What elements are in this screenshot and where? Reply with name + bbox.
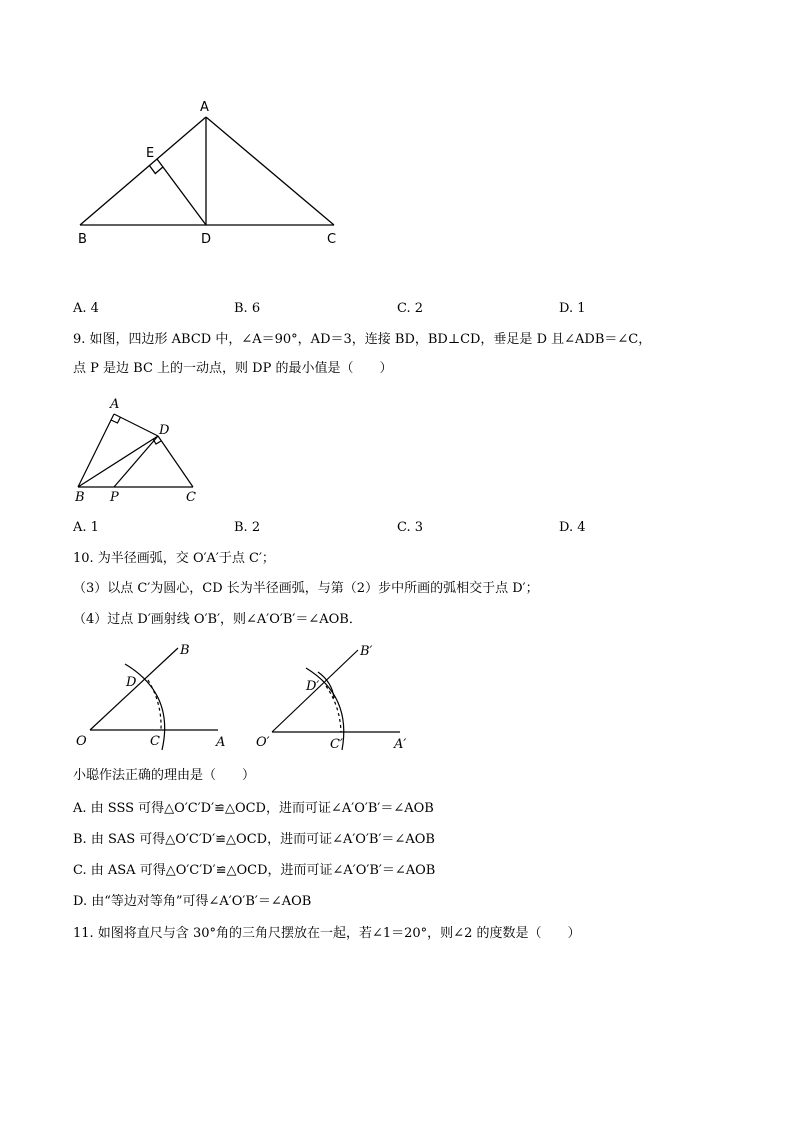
right-angle-mark-e: [149, 166, 163, 174]
segment-ab: [80, 117, 206, 225]
label-c: C: [327, 232, 337, 247]
figure-q9: [70, 394, 210, 506]
label-c: C: [150, 734, 160, 749]
option-c[interactable]: C. 2: [397, 301, 424, 316]
option-b[interactable]: B. 由 SAS 可得△O′C′D′≌△OCD，进而可证∠A′O′B′＝∠AOB: [73, 832, 435, 847]
label-b: B: [78, 232, 87, 247]
figure-q10-right: [250, 638, 420, 754]
question-9-line-2: 点 P 是边 BC 上的一动点，则 DP 的最小值是（ ）: [73, 361, 393, 376]
label-d-prime: D′: [306, 679, 320, 694]
label-d: D: [201, 232, 212, 247]
segment-ed: [157, 159, 206, 225]
label-c-prime: C′: [330, 737, 343, 752]
option-b[interactable]: B. 2: [234, 520, 261, 535]
question-10-line-3: （4）过点 D′画射线 O′B′，则∠A′O′B′＝∠AOB．: [73, 612, 362, 627]
question-10-line-2: （3）以点 C′为圆心，CD 长为半径画弧，与第（2）步中所画的弧相交于点 D′；: [73, 581, 539, 596]
figure-q10-left: [70, 638, 240, 754]
label-d: D: [126, 675, 137, 690]
label-a: A: [110, 397, 120, 412]
label-b-prime: B′: [360, 644, 373, 659]
label-b: B: [180, 643, 190, 658]
label-o-prime: O′: [256, 735, 270, 750]
option-d[interactable]: D. 由“等边对等角”可得∠A′O′B′＝∠AOB: [73, 894, 312, 909]
option-a[interactable]: A. 1: [73, 520, 99, 535]
label-e: E: [146, 146, 155, 161]
option-a[interactable]: A. 由 SSS 可得△O′C′D′≌△OCD，进而可证∠A′O′B′＝∠AOB: [73, 801, 434, 816]
label-c: C: [186, 490, 196, 505]
question-11-line-1: 11. 如图将直尺与含 30°角的三角尺摆放在一起，若∠1＝20°，则∠2 的度数是（ ）: [73, 926, 581, 941]
segment-cd-dashed: [148, 680, 161, 730]
option-c[interactable]: C. 由 ASA 可得△O′C′D′≌△OCD，进而可证∠A′O′B′＝∠AOB: [73, 863, 436, 878]
option-a[interactable]: A. 4: [73, 301, 99, 316]
figure-q8: [60, 95, 360, 255]
label-b: B: [75, 490, 85, 505]
question-10-prompt: 小聪作法正确的理由是（ ）: [73, 768, 256, 783]
segment-ac: [206, 117, 334, 225]
option-d[interactable]: D. 4: [559, 520, 586, 535]
question-10-line-1: 10. 为半径画弧，交 O′A′于点 C′；: [73, 551, 275, 566]
segment-dc: [158, 436, 193, 487]
option-c[interactable]: C. 3: [397, 520, 424, 535]
question-9-line-1: 9. 如图，四边形 ABCD 中，∠A＝90°，AD＝3，连接 BD，BD⊥CD，垂足是 D 且∠ADB＝∠C，: [73, 332, 652, 347]
label-o: O: [76, 734, 87, 749]
segment-pd: [114, 436, 158, 487]
option-b[interactable]: B. 6: [234, 301, 261, 316]
label-p: P: [110, 490, 119, 505]
label-a: A: [216, 735, 226, 750]
option-d[interactable]: D. 1: [559, 301, 586, 316]
label-a-prime: A′: [394, 737, 407, 752]
label-d: D: [159, 423, 170, 438]
label-a: A: [200, 100, 209, 115]
